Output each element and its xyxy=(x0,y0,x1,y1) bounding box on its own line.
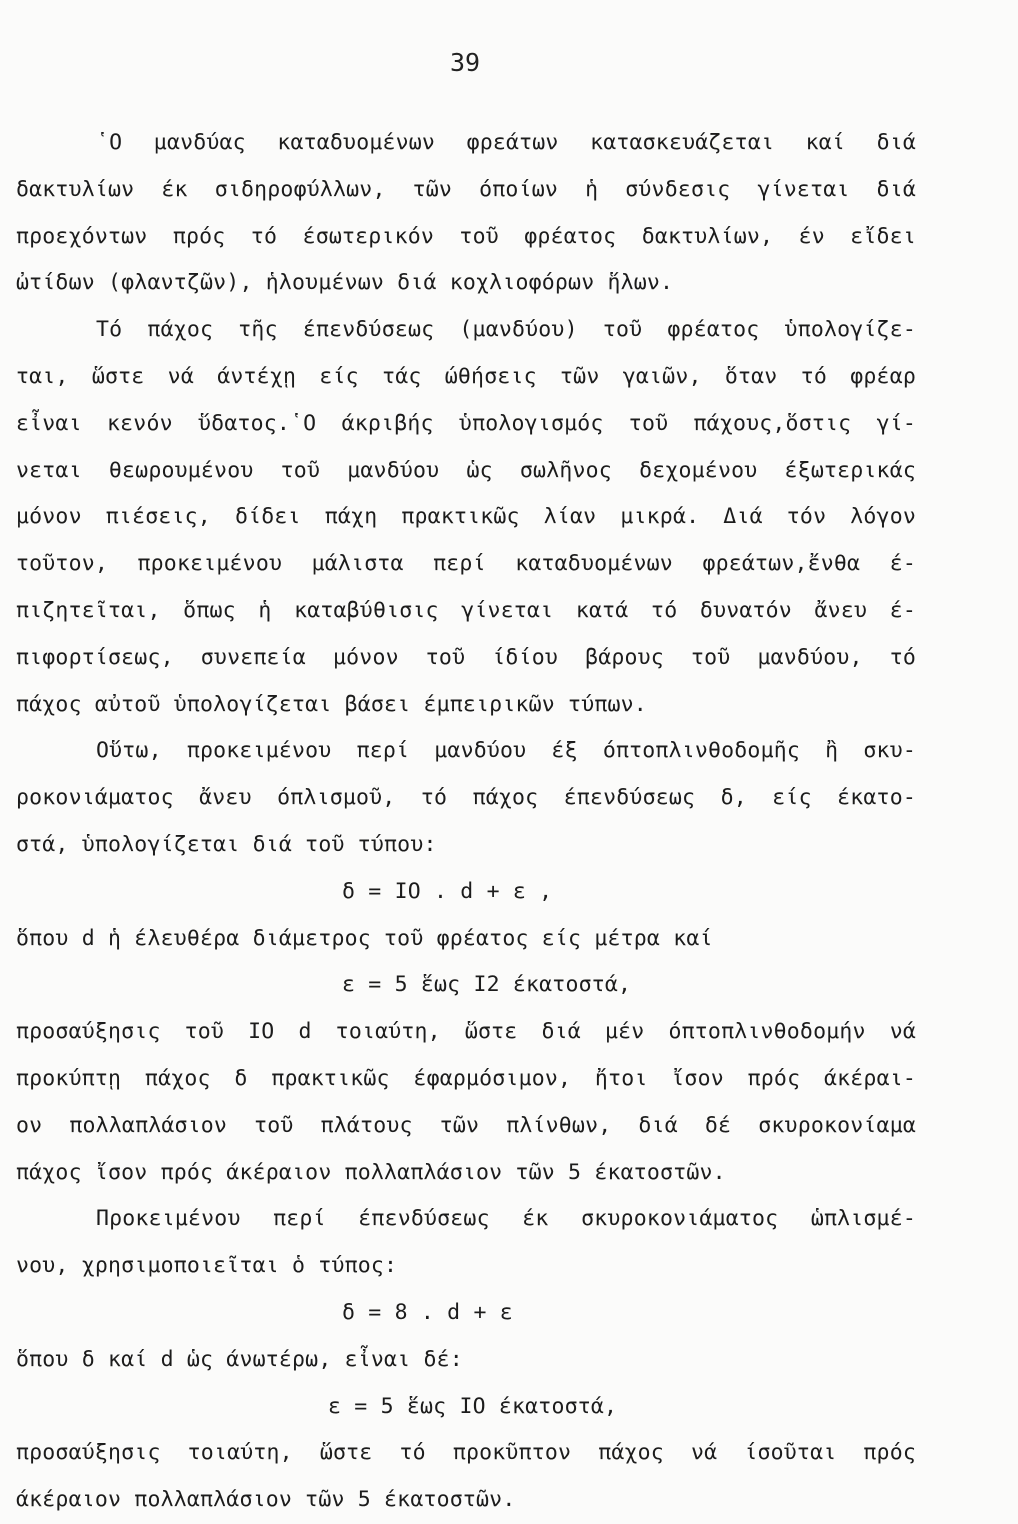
text-line: τοῦτον, προκειμένου μάλιστα περί καταδυομένων φρεάτων,ἔνθα έ- xyxy=(16,551,916,577)
text-line: νεται θεωρουμένου τοῦ μανδύου ὡς σωλῆνος δεχομένου έξωτερικάς xyxy=(16,457,916,483)
text-line: προεχόντων πρός τό έσωτερικόν τοῦ φρέατος δακτυλίων, έν εἴδει xyxy=(16,223,916,249)
page-number: 39 xyxy=(449,48,481,77)
text-line: δακτυλίων έκ σιδηροφύλλων, τῶν όποίων ἡ σύνδεσις γίνεται διά xyxy=(16,176,916,202)
text-line: προκύπτῃ πάχος δ πρακτικῶς έφαρμόσιμον, ἤτοι ἴσον πρός άκέραι- xyxy=(16,1065,916,1091)
text-line: στά, ὑπολογίζεται διά τοῦ τύπου: xyxy=(16,831,437,857)
formula-line: ε = 5 ἕως ΙΟ έκατοστά, xyxy=(328,1393,618,1419)
text-line: Προκειμένου περί έπενδύσεως έκ σκυροκονιάματος ὡπλισμέ- xyxy=(96,1206,916,1232)
text-line: ῾Ο μανδύας καταδυομένων φρεάτων κατασκευάζεται καί διά xyxy=(96,130,916,155)
text-line: πιζητεῖται, ὅπως ἡ καταβύθισις γίνεται κατά τό δυνατόν ἄνευ έ- xyxy=(16,597,916,623)
text-line: άκέραιον πολλαπλάσιον τῶν 5 έκατοστῶν. xyxy=(16,1487,516,1513)
body-text xyxy=(16,120,916,1524)
formula-line: δ = ΙΟ . d + ε , xyxy=(342,878,553,904)
text-line: πιφορτίσεως, συνεπεία μόνον τοῦ ίδίου βάρους τοῦ μανδύου, τό xyxy=(16,644,916,670)
formula-line: ε = 5 ἕως Ι2 έκατοστά, xyxy=(342,972,632,998)
text-line: Τό πάχος τῆς έπενδύσεως (μανδύου) τοῦ φρέατος ὑπολογίζε- xyxy=(96,317,916,343)
text-line: πάχος αὐτοῦ ὑπολογίζεται βάσει έμπειρικῶν τύπων. xyxy=(16,691,647,717)
text-line: ὅπου δ καί d ὡς άνωτέρω, εἶναι δέ: xyxy=(16,1346,463,1372)
text-line: πάχος ἴσον πρός άκέραιον πολλαπλάσιον τῶν 5 έκατοστῶν. xyxy=(16,1159,726,1185)
text-line: Οὕτω, προκειμένου περί μανδύου έξ όπτοπλινθοδομῆς ἢ σκυ- xyxy=(96,738,916,764)
text-line: νου, χρησιμοποιεῖται ὁ τύπος: xyxy=(16,1253,398,1279)
text-line: ὠτίδων (φλαντζῶν), ἡλουμένων διά κοχλιοφόρων ἥλων. xyxy=(16,270,674,296)
text-line: μόνον πιέσεις, δίδει πάχη πρακτικῶς λίαν μικρά. Διά τόν λόγον xyxy=(16,504,916,530)
text-line: προσαύξησις τοιαύτη, ὥστε τό προκῦπτον πάχος νά ίσοῦται πρός xyxy=(16,1440,916,1466)
formula-line: δ = 8 . d + ε xyxy=(342,1299,513,1325)
text-line: εἶναι κενόν ὕδατος.῾Ο άκριβής ὑπολογισμός τοῦ πάχους,ὅστις γί- xyxy=(16,410,916,436)
text-line: ον πολλαπλάσιον τοῦ πλάτους τῶν πλίνθων, διά δέ σκυροκονίαμα xyxy=(16,1112,916,1138)
text-line: ροκονιάματος ἄνευ όπλισμοῦ, τό πάχος έπενδύσεως δ, είς έκατο- xyxy=(16,785,916,811)
text-line: ται, ὥστε νά άντέχῃ είς τάς ώθήσεις τῶν γαιῶν, ὅταν τό φρέαρ xyxy=(16,363,916,389)
text-line: ὅπου d ἡ έλευθέρα διάμετρος τοῦ φρέατος είς μέτρα καί xyxy=(16,925,713,951)
text-line: προσαύξησις τοῦ ΙΟ d τοιαύτη, ὥστε διά μέν όπτοπλινθοδομήν νά xyxy=(16,1019,916,1045)
